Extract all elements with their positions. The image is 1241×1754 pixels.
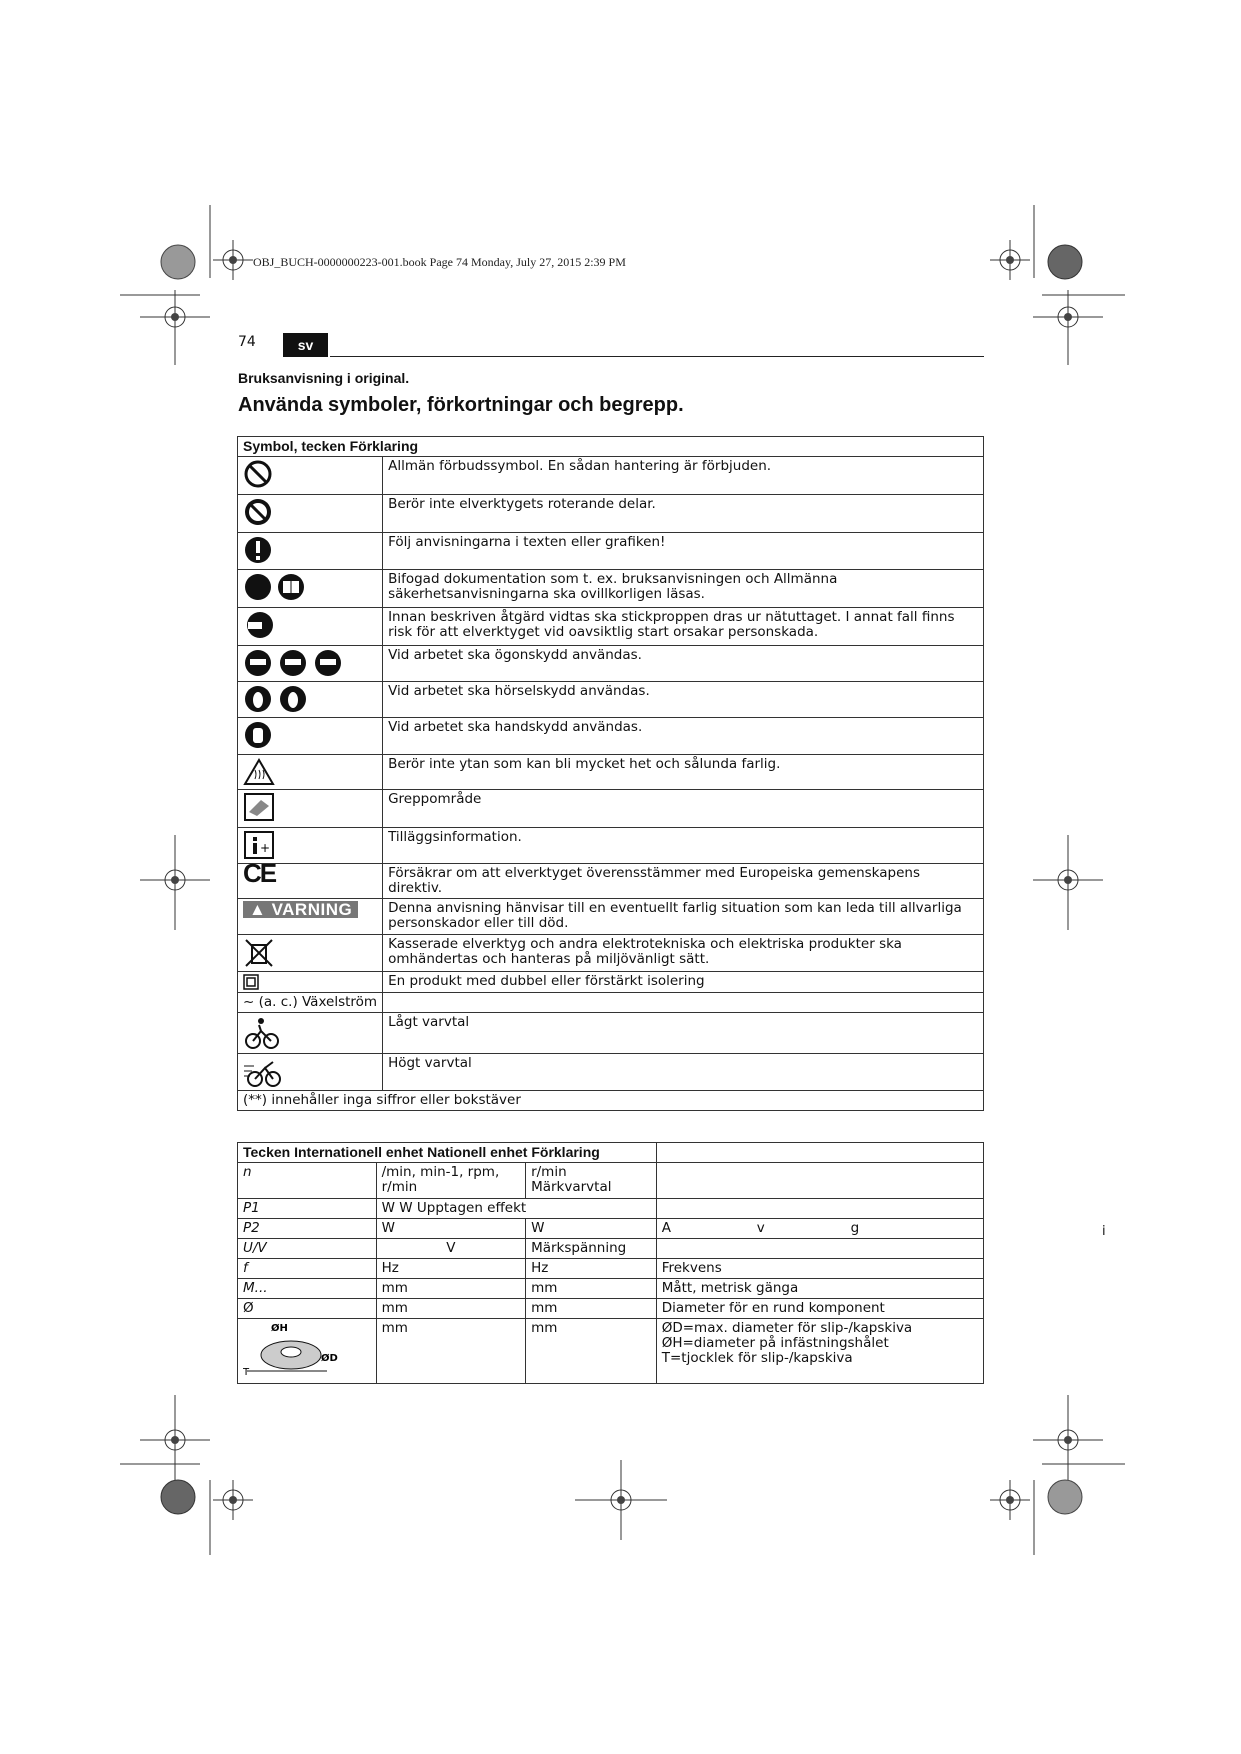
page-title: Använda symboler, förkortningar och begrepp.: [238, 394, 684, 416]
ce-mark-icon: CE: [243, 858, 276, 888]
symbol-row-text: Försäkrar om att elverktyget överensstämmer med Europeiska gemenskapens direktiv.: [383, 864, 984, 899]
unit-intl: V: [376, 1239, 525, 1259]
symbol-row-text: Tilläggsinformation.: [383, 828, 984, 864]
weee-bin-icon: [243, 937, 275, 969]
symbols-table: [237, 436, 984, 1111]
symbol-row-text: Greppområde: [383, 790, 984, 828]
unit-sign: T: [243, 1367, 250, 1377]
grip-area-icon: [243, 792, 275, 822]
warning-label-icon: ▲ VARNING: [243, 901, 358, 918]
page-number: 74: [238, 334, 256, 350]
svg-text:+: +: [260, 841, 271, 855]
unit-natl: mm: [526, 1319, 657, 1384]
units-table-header: Tecken Internationell enhet Nationell enhet Förklaring: [238, 1143, 657, 1163]
read-manual-icon: [243, 572, 307, 602]
unit-intl: mm: [376, 1319, 525, 1384]
file-info-header: OBJ_BUCH-0000000223-001.book Page 74 Monday, July 27, 2015 2:39 PM: [253, 255, 626, 269]
unit-explanation: Frekvens: [656, 1259, 983, 1279]
disc-diameter-text: ØD=max. diameter för slip-/kapskiva: [661, 1320, 913, 1336]
gloves-icon: [243, 720, 273, 750]
unit-intl: Hz: [376, 1259, 525, 1279]
disc-dimension-diagram: [243, 1321, 343, 1377]
unit-intl: W W Upptagen effekt: [376, 1199, 656, 1219]
header-rule: [330, 356, 984, 357]
unit-natl: Märkspänning: [526, 1239, 657, 1259]
subtitle: Bruksanvisning i original.: [238, 370, 410, 386]
symbol-row-text: Högt varvtal: [383, 1054, 984, 1091]
unit-natl: r/min Märkvarvtal: [526, 1163, 657, 1199]
unit-explanation: A v g: [656, 1219, 983, 1239]
eye-protection-icon: [243, 648, 343, 678]
unit-sign: U/V: [238, 1239, 377, 1259]
unit-natl: Hz: [526, 1259, 657, 1279]
unplug-icon: [243, 610, 277, 640]
unit-intl: mm: [376, 1279, 525, 1299]
symbol-row-text: Denna anvisning hänvisar till en eventuellt farlig situation som kan leda till allvarliga personskador eller till död.: [383, 899, 984, 935]
symbol-row-text: Berör inte elverktygets roterande delar.: [383, 495, 984, 533]
unit-explanation: [656, 1199, 983, 1219]
symbol-row-text: [383, 993, 984, 1013]
unit-sign: M...: [238, 1279, 377, 1299]
no-touch-rotating-icon: [243, 497, 273, 527]
symbols-table-header: Symbol, tecken Förklaring: [238, 437, 984, 457]
unit-explanation: [656, 1163, 983, 1199]
symbol-row-text: En produkt med dubbel eller förstärkt isolering: [383, 972, 984, 993]
unit-natl: mm: [526, 1299, 657, 1319]
exclamation-icon: [243, 535, 273, 565]
ac-symbol-text: ~ (a. c.) Växelström: [238, 993, 383, 1013]
hole-diameter-text: ØH=diameter på infästningshålet: [661, 1335, 889, 1351]
unit-explanation: [656, 1239, 983, 1259]
fast-speed-icon: [243, 1056, 283, 1088]
symbol-row-text: Vid arbetet ska hörselskydd användas.: [383, 682, 984, 718]
warning-label-text: VARNING: [271, 900, 353, 919]
symbol-row-text: Allmän förbudssymbol. En sådan hantering är förbjuden.: [383, 457, 984, 495]
svg-text:ØD: ØD: [321, 1353, 338, 1364]
symbol-row-text: Följ anvisningarna i texten eller grafiken!: [383, 533, 984, 570]
units-table: [237, 1142, 984, 1384]
unit-natl: mm: [526, 1279, 657, 1299]
symbol-row-text: Berör inte ytan som kan bli mycket het och sålunda farlig.: [383, 755, 984, 790]
stray-character: i: [1102, 1224, 1106, 1239]
prohibition-icon: [243, 459, 273, 489]
thickness-text: T=tjocklek för slip-/kapskiva: [661, 1350, 853, 1366]
symbol-row-text: Bifogad dokumentation som t. ex. bruksanvisningen och Allmänna säkerhetsanvisningarna ska ovillkorligen läsas.: [383, 570, 984, 608]
unit-explanation: Mått, metrisk gänga: [656, 1279, 983, 1299]
unit-sign: Ø: [238, 1299, 377, 1319]
unit-sign: f: [238, 1259, 377, 1279]
unit-intl: mm: [376, 1299, 525, 1319]
symbol-row-text: Vid arbetet ska handskydd användas.: [383, 718, 984, 755]
symbol-row-text: Lågt varvtal: [383, 1013, 984, 1054]
symbol-row-text: Vid arbetet ska ögonskydd användas.: [383, 646, 984, 682]
hot-surface-icon: [243, 757, 275, 787]
ear-protection-icon: [243, 684, 309, 714]
unit-intl: /min, min-1, rpm, r/min: [376, 1163, 525, 1199]
svg-text:ØH: ØH: [271, 1323, 288, 1334]
unit-explanation: Diameter för en rund komponent: [656, 1299, 983, 1319]
symbols-footnote: (**) innehåller inga siffror eller bokstäver: [238, 1091, 984, 1111]
info-icon: [243, 830, 275, 860]
symbol-row-text: Kasserade elverktyg och andra elektrotekniska och elektriska produkter ska omhändertas och hanteras på miljövänligt sätt.: [383, 935, 984, 972]
unit-intl: W: [376, 1219, 525, 1239]
slow-speed-icon: [243, 1015, 279, 1051]
unit-sign: P1: [238, 1199, 377, 1219]
unit-sign: P2: [238, 1219, 377, 1239]
unit-sign: n: [238, 1163, 377, 1199]
symbol-row-text: Innan beskriven åtgärd vidtas ska stickproppen dras ur nätuttaget. I annat fall finns risk för att elverktyget vid oavsiktlig start orsakar personskada.: [383, 608, 984, 646]
double-insulation-icon: [243, 974, 259, 990]
language-tag: sv: [283, 333, 328, 357]
unit-natl: W: [526, 1219, 657, 1239]
